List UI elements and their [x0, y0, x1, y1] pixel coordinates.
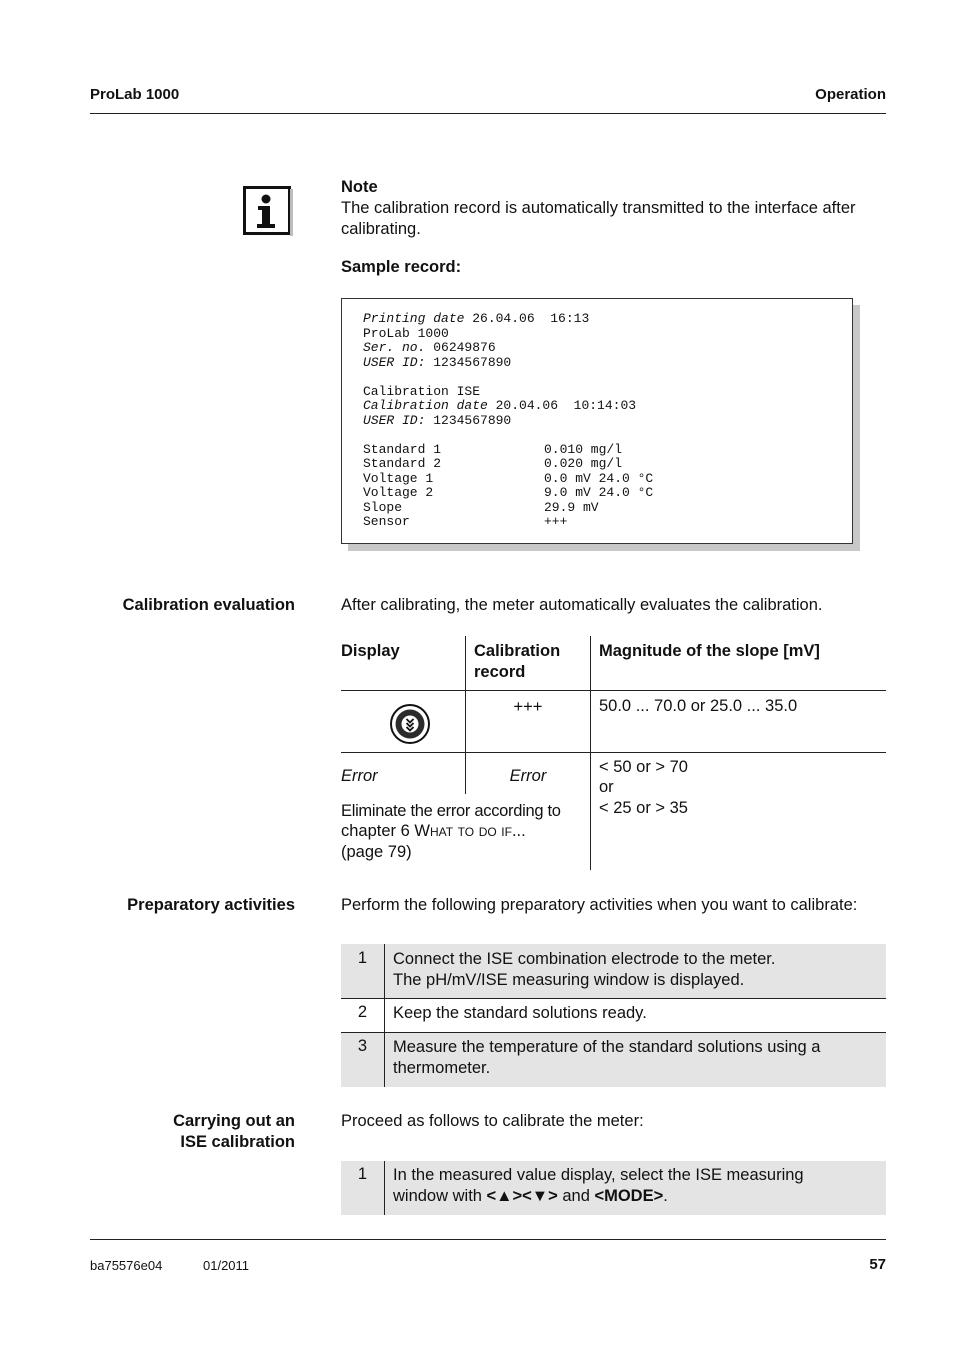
prep-intro: Perform the following preparatory activities when you want to calibrate:: [341, 896, 858, 914]
col-header-record-1: Calibration: [474, 642, 561, 660]
record-user-id-2: USER ID: 1234567890: [363, 412, 512, 428]
record-voltage-1: Voltage 1 0.0 mV 24.0 °C: [363, 470, 654, 486]
row2-note-1: Eliminate the error according to: [341, 802, 561, 820]
row2-display: Error: [341, 767, 378, 785]
side-heading-preparatory: Preparatory activities: [127, 896, 295, 914]
row2-range-2: or: [599, 778, 614, 796]
record-model: ProLab 1000: [363, 325, 449, 341]
prep-step-3: 3 Measure the temperature of the standard solutions using a thermometer.: [341, 1033, 886, 1087]
row2-range-1: < 50 or > 70: [599, 758, 688, 776]
record-slope: Slope 29.9 mV: [363, 499, 599, 515]
record-sensor: Sensor +++: [363, 514, 568, 529]
record-serial: Ser. no. 06249876: [363, 340, 496, 355]
record-user-id: USER ID: 1234567890: [363, 354, 512, 370]
info-icon: [243, 186, 293, 236]
col-header-slope: Magnitude of the slope [mV]: [599, 642, 820, 660]
row1-range: 50.0 ... 70.0 or 25.0 ... 35.0: [599, 697, 798, 715]
carry-step-1: 1 In the measured value display, select the ISE measuring window with <▲><▼> and <MODE>.: [341, 1161, 886, 1215]
table-divider: [590, 636, 591, 870]
record-standard-2: Standard 2 0.020 mg/l: [363, 456, 623, 471]
side-heading-carrying-1: Carrying out an: [173, 1112, 295, 1130]
side-heading-evaluation: Calibration evaluation: [122, 596, 295, 614]
calibration-ok-icon: [390, 704, 430, 744]
header-section: Operation: [815, 86, 886, 103]
col-header-record-2: record: [474, 663, 526, 681]
record-printing-date: Printing date 26.04.06 16:13: [363, 311, 590, 326]
header-title: ProLab 1000: [90, 86, 180, 103]
col-header-display: Display: [341, 642, 400, 660]
record-standard-1: Standard 1 0.010 mg/l: [363, 441, 623, 457]
prep-step-2: 2 Keep the standard solutions ready.: [341, 999, 886, 1032]
row2-record: Error: [509, 767, 547, 785]
note-text: The calibration record is automatically transmitted to the interface after calibrating.: [341, 199, 856, 238]
evaluation-intro: After calibrating, the meter automatically evaluates the calibration.: [341, 596, 823, 614]
footer-date: 01/2011: [203, 1258, 250, 1273]
page-number: 57: [869, 1256, 886, 1273]
note-title: Note: [341, 178, 378, 196]
row1-record: +++: [513, 698, 543, 716]
prep-step-1: 1 Connect the ISE combination electrode to the meter. The pH/mV/ISE measuring window is displayed.: [341, 944, 886, 998]
footer-doc-id: ba75576e04: [90, 1258, 163, 1273]
table-divider: [341, 752, 886, 753]
record-cal-date: Calibration date 20.04.06 10:14:03: [363, 398, 637, 413]
record-cal-type: Calibration ISE: [363, 383, 481, 399]
row2-note-2: chapter 6 What to do if...: [341, 822, 526, 840]
sample-heading: Sample record:: [341, 258, 462, 276]
footer-rule: [90, 1239, 886, 1240]
side-heading-carrying-2: ISE calibration: [180, 1133, 295, 1151]
row2-note-3: (page 79): [341, 843, 412, 861]
header-rule: [90, 113, 886, 114]
record-voltage-2: Voltage 2 9.0 mV 24.0 °C: [363, 485, 654, 500]
sample-record-box: [341, 298, 853, 544]
row2-range-3: < 25 or > 35: [599, 799, 688, 817]
carry-intro: Proceed as follows to calibrate the meter:: [341, 1112, 644, 1130]
table-divider: [341, 690, 886, 691]
